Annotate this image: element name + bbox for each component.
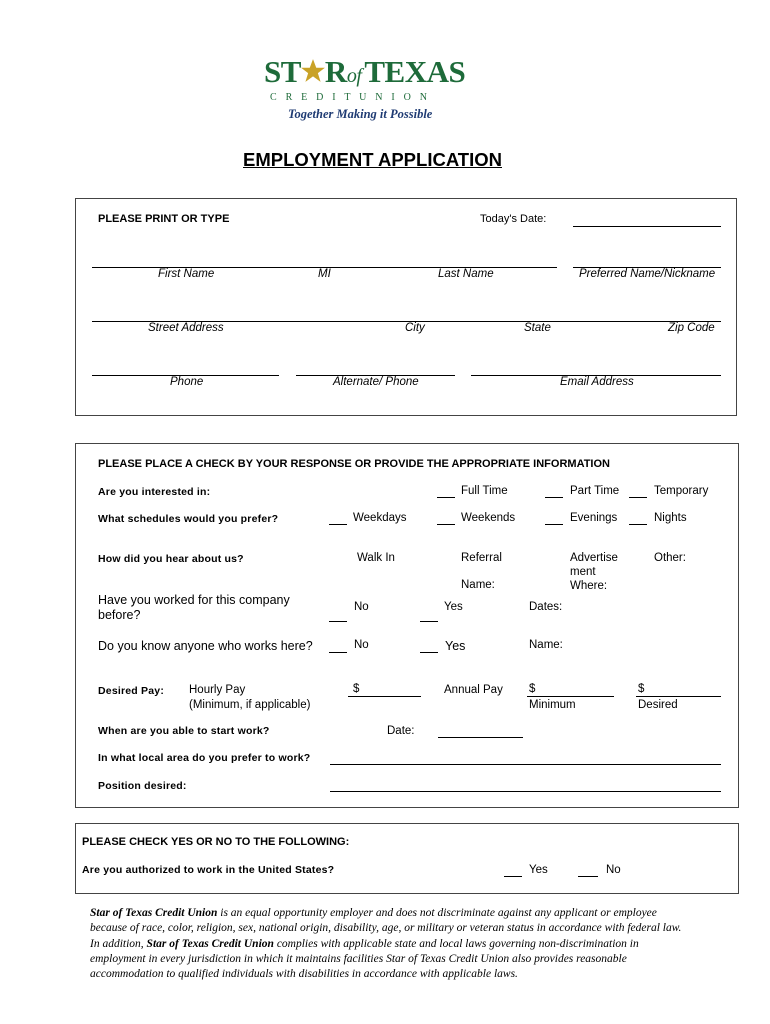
eeo-statement (90, 906, 690, 982)
authorized-question: Are you authorized to work in the United States? (82, 864, 335, 876)
annual-minimum-field[interactable] (527, 696, 614, 697)
zip-caption: Zip Code (668, 322, 715, 334)
evenings-checkbox[interactable] (545, 524, 563, 525)
start-date-label: Date: (387, 725, 415, 737)
section3-heading: PLEASE CHECK YES OR NO TO THE FOLLOWING: (82, 836, 350, 848)
advertisement-where-label: Where: (570, 580, 608, 592)
annual-pay-label: Annual Pay (444, 684, 503, 696)
annual-desired-caption: Desired (638, 699, 678, 711)
weekends-checkbox[interactable] (437, 524, 455, 525)
authorized-yes-label: Yes (529, 864, 548, 876)
evenings-label: Evenings (570, 512, 618, 524)
logo-texas-text: TEXAS (364, 54, 466, 89)
part-time-label: Part Time (570, 485, 620, 497)
referral-name-label: Name: (461, 579, 495, 591)
authorized-no-label: No (606, 864, 621, 876)
preferred-name-caption: Preferred Name/Nickname (579, 268, 716, 280)
logo-of-text: of (346, 65, 362, 87)
logo (258, 52, 473, 124)
hourly-pay-note: (Minimum, if applicable) (189, 699, 311, 711)
nights-label: Nights (654, 512, 687, 524)
annual-desired-dollar-sign: $ (638, 683, 645, 695)
eeo-text-2: complies with applicable state and local laws governing non-discrimination in employment in every jurisdiction in which it maintains facilities Star of Texas Credit Union also provides reasonable accommodation to qualified individuals with disabilities in accordance with applicable laws. (90, 937, 639, 981)
alt-phone-caption: Alternate/ Phone (333, 376, 419, 388)
hourly-pay-label: Hourly Pay (189, 684, 246, 696)
position-question: Position desired: (98, 780, 187, 792)
logo-credit-union: C R E D I T U N I O N (270, 92, 431, 103)
section2-heading: PLEASE PLACE A CHECK BY YOUR RESPONSE OR PROVIDE THE APPROPRIATE INFORMATION (98, 458, 610, 470)
state-caption: State (524, 322, 551, 334)
interested-question: Are you interested in: (98, 486, 211, 498)
walk-in-label[interactable]: Walk In (357, 552, 395, 564)
worked-before-question-2: before? (98, 608, 141, 622)
know-name-label: Name: (529, 639, 563, 651)
know-no-label: No (354, 639, 369, 651)
worked-dates-label: Dates: (529, 601, 563, 613)
weekends-label: Weekends (461, 512, 516, 524)
hourly-dollar-sign: $ (353, 683, 360, 695)
star-icon (300, 58, 326, 84)
desired-pay-question: Desired Pay: (98, 685, 165, 697)
phone-caption: Phone (170, 376, 204, 388)
start-date-field[interactable] (438, 737, 523, 738)
schedules-question: What schedules would you prefer? (98, 513, 279, 525)
todays-date-field[interactable] (573, 226, 721, 227)
first-name-caption: First Name (158, 268, 215, 280)
eeo-company-2: Star of Texas Credit Union (146, 937, 274, 950)
street-caption: Street Address (148, 322, 224, 334)
eeo-company-1: Star of Texas Credit Union (90, 907, 218, 919)
section1-heading: PLEASE PRINT OR TYPE (98, 213, 230, 225)
know-yes-checkbox[interactable] (420, 652, 438, 653)
position-field[interactable] (330, 791, 721, 792)
know-yes-label: Yes (445, 639, 466, 653)
annual-minimum-caption: Minimum (529, 699, 576, 711)
referral-label[interactable]: Referral (461, 552, 502, 564)
know-anyone-question: Do you know anyone who works here? (98, 639, 313, 653)
mi-caption: MI (318, 268, 331, 280)
worked-yes-checkbox[interactable] (420, 621, 438, 622)
weekdays-checkbox[interactable] (329, 524, 347, 525)
email-caption: Email Address (560, 376, 634, 388)
worked-no-checkbox[interactable] (329, 621, 347, 622)
hear-question: How did you hear about us? (98, 553, 244, 565)
city-caption: City (405, 322, 425, 334)
temporary-label: Temporary (654, 485, 709, 497)
annual-desired-field[interactable] (636, 696, 721, 697)
temporary-checkbox[interactable] (629, 497, 647, 498)
local-area-question: In what local area do you prefer to work? (98, 752, 311, 764)
local-area-field[interactable] (330, 764, 721, 765)
other-label[interactable]: Other: (654, 552, 686, 564)
authorization-box (75, 823, 739, 894)
worked-no-label: No (354, 601, 369, 613)
todays-date-label: Today's Date: (480, 213, 547, 225)
hourly-pay-field[interactable] (348, 696, 421, 697)
logo-tagline: Together Making it Possible (288, 107, 433, 121)
worked-before-question-1: Have you worked for this company (98, 593, 290, 607)
last-name-caption: Last Name (438, 268, 494, 280)
advertisement-label-1[interactable]: Advertise (570, 552, 618, 564)
full-time-checkbox[interactable] (437, 497, 455, 498)
full-time-label: Full Time (461, 485, 508, 497)
annual-min-dollar-sign: $ (529, 683, 536, 695)
authorized-yes-checkbox[interactable] (504, 876, 522, 877)
worked-yes-label: Yes (444, 601, 463, 613)
part-time-checkbox[interactable] (545, 497, 563, 498)
authorized-no-checkbox[interactable] (578, 876, 598, 877)
nights-checkbox[interactable] (629, 524, 647, 525)
logo-star-text: ST (264, 54, 301, 89)
logo-r-text: R (324, 54, 347, 89)
start-work-question: When are you able to start work? (98, 725, 270, 737)
know-no-checkbox[interactable] (329, 652, 347, 653)
eeo-text-1: is an equal opportunity employer and does not discriminate against any applicant or employee because of race, color, religion, sex, national origin, disability, age, or military or veteran status in accordance with federal law. In addition, (90, 907, 682, 950)
weekdays-label: Weekdays (353, 512, 407, 524)
advertisement-label-2: ment (570, 566, 596, 578)
page-title: EMPLOYMENT APPLICATION (243, 149, 502, 170)
